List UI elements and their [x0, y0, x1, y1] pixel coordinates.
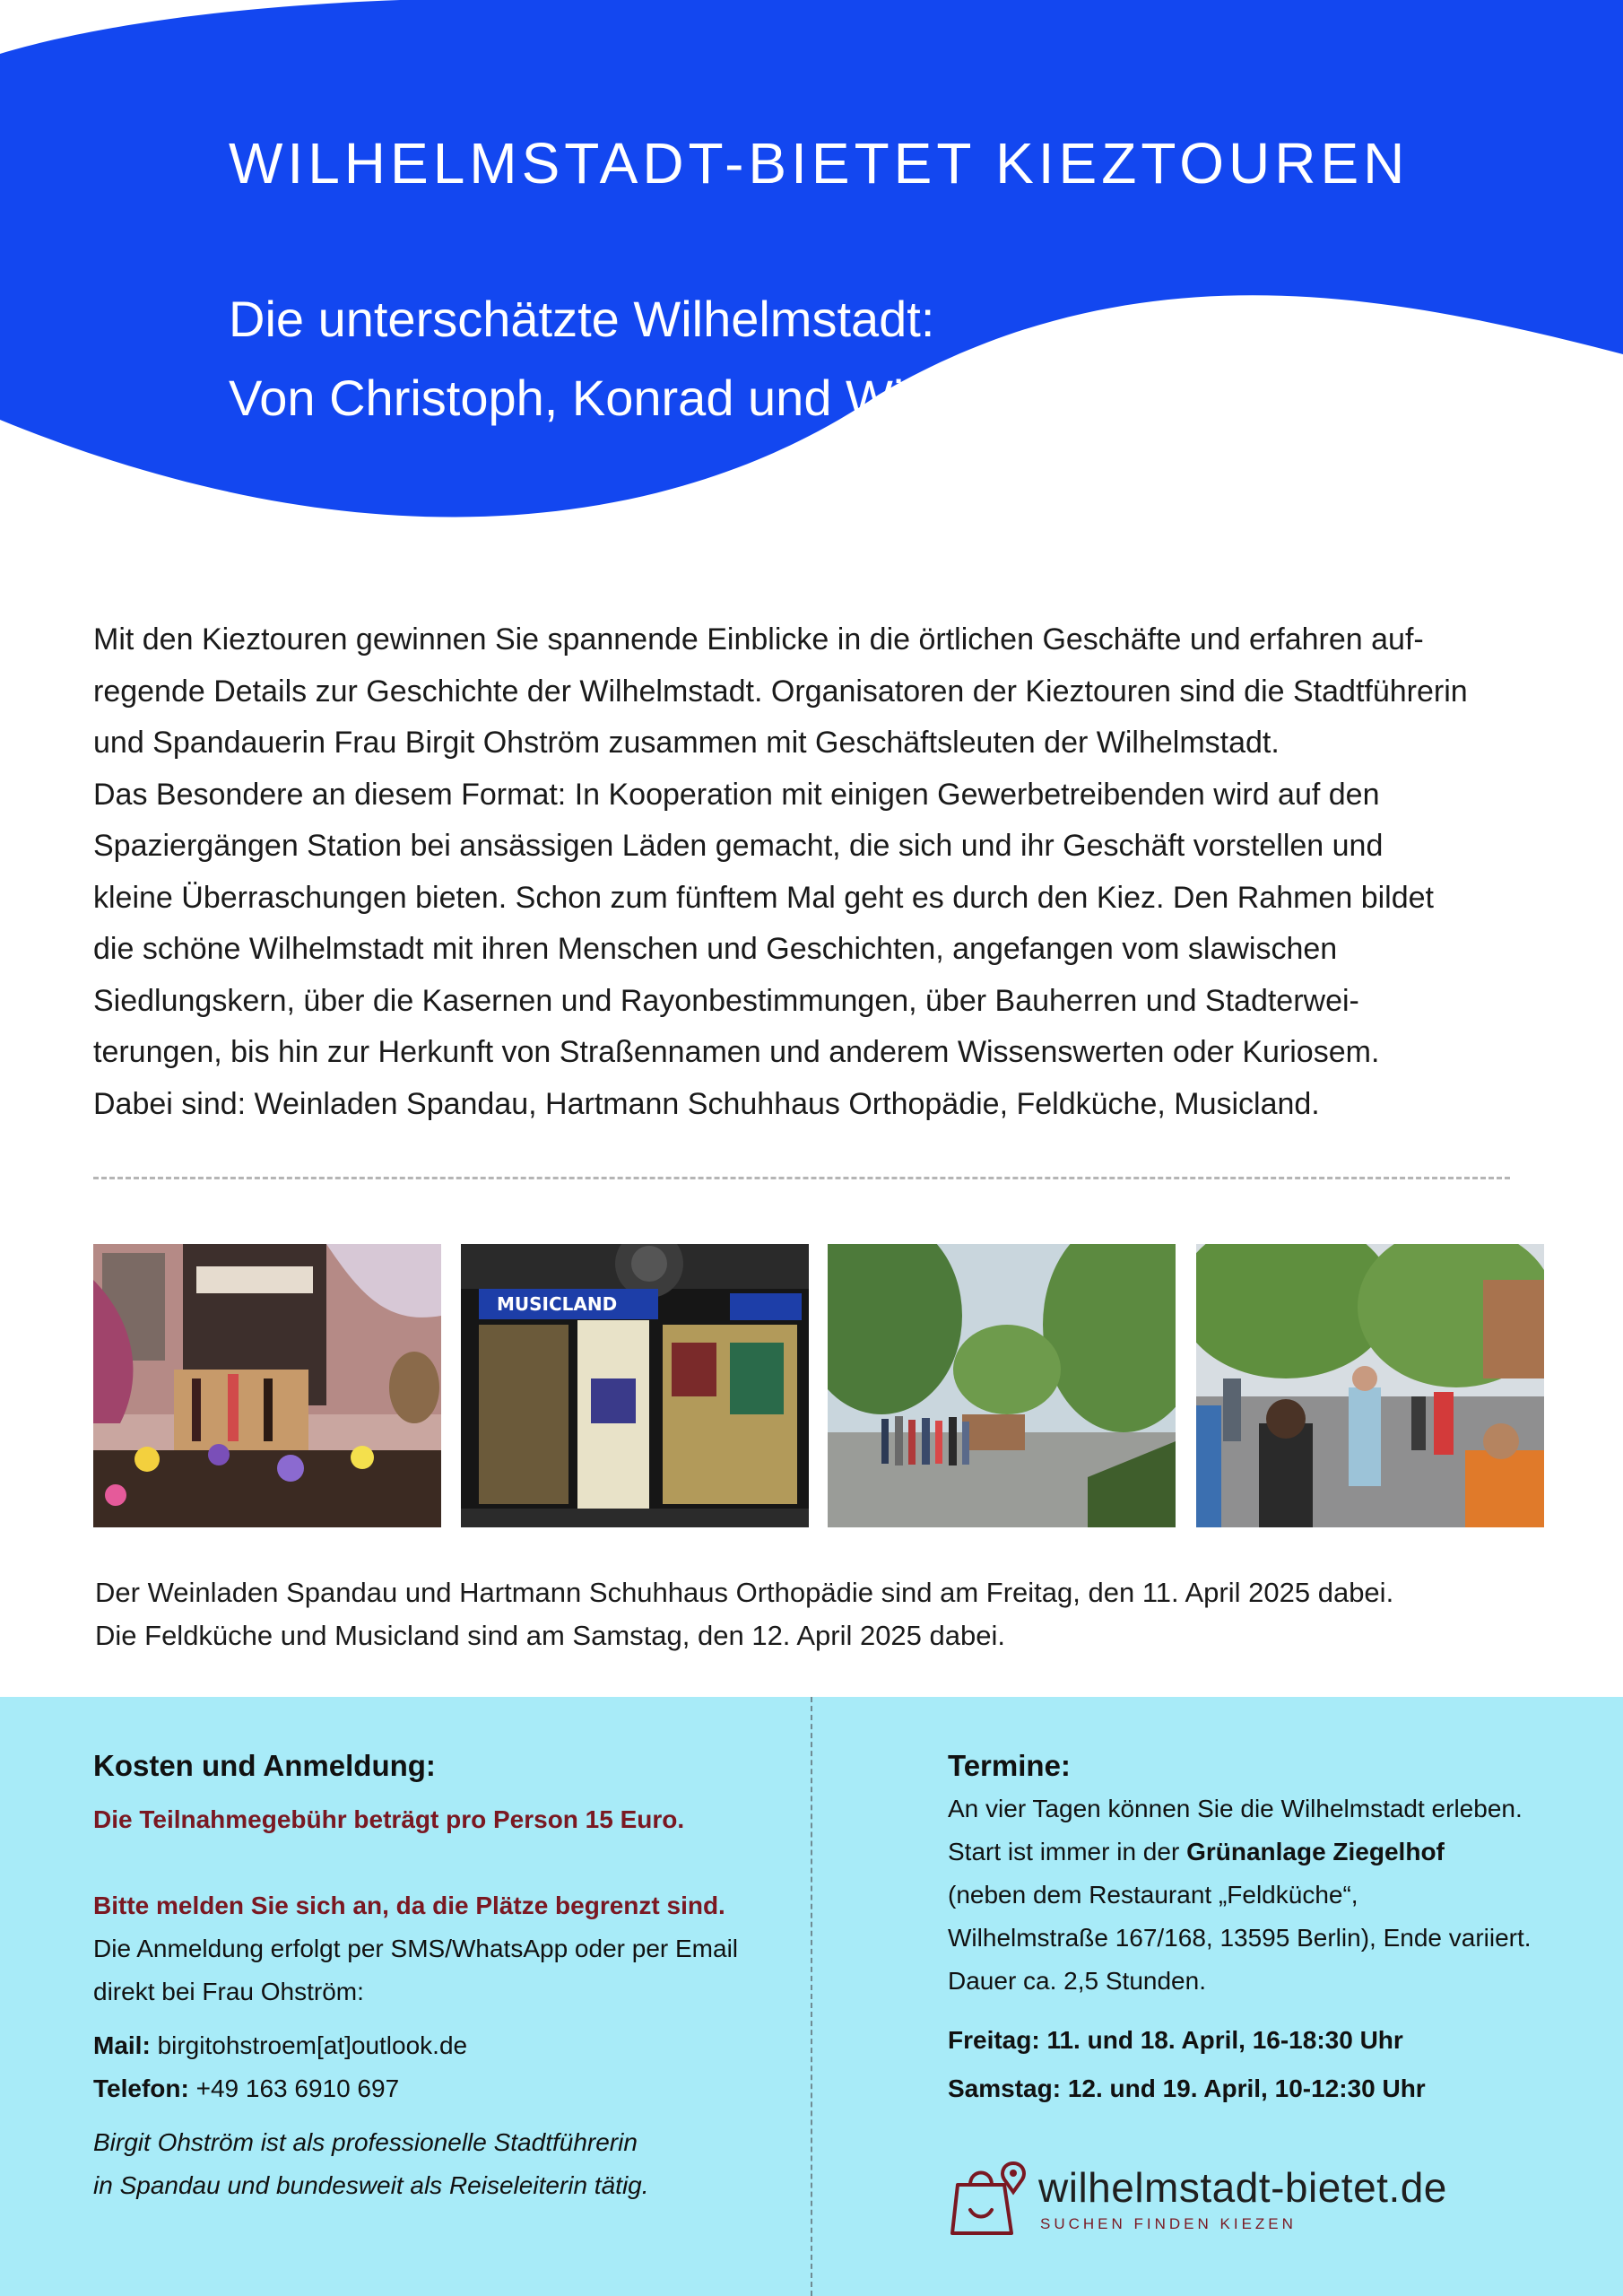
registration-note: Bitte melden Sie sich an, da die Plätze begrenzt sind. [93, 1892, 725, 1919]
headline-line: Von Christoph, Konrad und Wilhelm [229, 370, 1025, 426]
panel-divider [811, 1697, 812, 2296]
intro-line: Siedlungskern, über die Kasernen und Rayonbestimmungen, über Bauherren und Stadterwei- [93, 983, 1359, 1018]
phone-contact [93, 2067, 775, 2110]
schedule-line: An vier Tagen können Sie die Wilhelmstadt erleben. [948, 1795, 1523, 1822]
friday-dates: Freitag: 11. und 18. April, 16-18:30 Uhr [948, 2026, 1403, 2054]
intro-line: Spaziergängen Station bei ansässigen Läden gemacht, die sich und ihr Geschäft vorstellen und [93, 829, 1384, 863]
intro-line: die schöne Wilhelmstadt mit ihren Menschen und Geschichten, angefangen vom slawischen [93, 932, 1338, 966]
dates-line: Der Weinladen Spandau und Hartmann Schuhhaus Orthopädie sind am Freitag, den 11. April 2025 dabei. [95, 1577, 1394, 1608]
park-tour-photo [828, 1244, 1176, 1527]
saturday-dates: Samstag: 12. und 19. April, 10-12:30 Uhr [948, 2074, 1426, 2102]
dates-line: Die Feldküche und Musicland sind am Samstag, den 12. April 2025 dabei. [95, 1620, 1005, 1651]
logo-wordmark: wilhelmstadt-bietet.de [1038, 2164, 1447, 2211]
intro-line: regende Details zur Geschichte der Wilhelmstadt. Organisatoren der Kieztouren sind die Stadtführerin [93, 674, 1468, 709]
intro-line: kleine Überraschungen bieten. Schon zum fünftem Mal geht es durch den Kiez. Den Rahmen bildet [93, 880, 1434, 915]
site-logo [949, 2158, 1451, 2239]
schedule-line: (neben dem Restaurant „Feldküche“, [948, 1881, 1358, 1909]
weinladen-photo [93, 1244, 441, 1527]
fee-note: Die Teilnahmegebühr beträgt pro Person 15 Euro. [93, 1805, 685, 1833]
guide-bio-line: Birgit Ohström ist als professionelle Stadtführerin [93, 2128, 638, 2156]
start-location: Grünanlage Ziegelhof [1186, 1838, 1445, 1866]
registration-line: Die Anmeldung erfolgt per SMS/WhatsApp oder per Email [93, 1935, 739, 1962]
phone-label: Telefon: [93, 2074, 189, 2102]
phone-value: +49 163 6910 697 [195, 2074, 400, 2102]
headline-line: Die unterschätzte Wilhelmstadt: [229, 291, 935, 347]
intro-paragraph [93, 614, 1582, 1130]
intro-line: Dabei sind: Weinladen Spandau, Hartmann Schuhhaus Orthopädie, Feldküche, Musicland. [93, 1086, 1320, 1121]
schedule-line: Dauer ca. 2,5 Stunden. [948, 1967, 1206, 1995]
schedule-line: Wilhelmstraße 167/168, 13595 Berlin), Ende variiert. [948, 1924, 1532, 1952]
intro-line: Mit den Kieztouren gewinnen Sie spannende Einblicke in die örtlichen Geschäfte und erfahren auf- [93, 622, 1424, 657]
logo-tagline: SUCHEN FINDEN KIEZEN [1040, 2215, 1297, 2232]
costs-heading: Kosten und Anmeldung: [93, 1749, 436, 1782]
guide-bio-line: in Spandau und bundesweit als Reiseleiterin tätig. [93, 2171, 649, 2199]
intro-line: terungen, bis hin zur Herkunft von Straßennamen und anderem Wissenswerten oder Kuriosem. [93, 1035, 1380, 1069]
mail-contact [93, 2024, 775, 2067]
costs-section [93, 1744, 775, 2207]
mail-value: birgitohstroem[at]outlook.de [157, 2031, 468, 2059]
group-tour-photo [1196, 1244, 1544, 1527]
intro-line: und Spandauerin Frau Birgit Ohström zusammen mit Geschäftsleuten der Wilhelmstadt. [93, 726, 1280, 760]
musicland-photo [461, 1244, 809, 1527]
mail-label: Mail: [93, 2031, 151, 2059]
dashed-divider [93, 1177, 1510, 1179]
schedule-start [948, 1831, 1575, 1874]
header-kicker: WILHELMSTADT-BIETET KIEZTOUREN [229, 131, 1410, 196]
schedule-heading: Termine: [948, 1749, 1071, 1782]
schedule-section [948, 1744, 1575, 2110]
registration-line: direkt bei Frau Ohström: [93, 1978, 364, 2005]
intro-line: Das Besondere an diesem Format: In Kooperation mit einigen Gewerbetreibenden wird auf den [93, 777, 1380, 812]
start-prefix: Start ist immer in der [948, 1838, 1187, 1866]
page-title [229, 280, 1024, 438]
header-wave-background [0, 0, 1623, 556]
tour-dates-note [95, 1571, 1393, 1657]
musicland-sign: MUSICLAND [497, 1293, 618, 1315]
shopping-bag-icon [949, 2158, 1029, 2239]
